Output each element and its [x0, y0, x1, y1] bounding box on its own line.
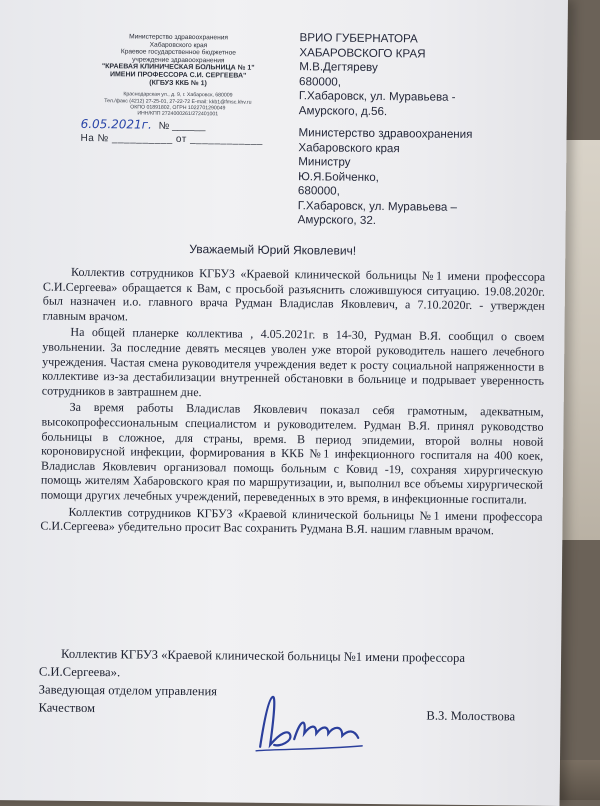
- date-line: [81, 117, 206, 132]
- letterhead-contact: Тел./факс (4212) 27-25-01, 27-22-72 E-mail: kkb1@fmsc.khv.ru: [104, 97, 252, 106]
- addressee-line: 680000,: [299, 74, 342, 89]
- letterhead-line: "КРАЕВАЯ КЛИНИЧЕСКАЯ БОЛЬНИЦА № 1": [101, 63, 255, 73]
- reference-number-line: На № __________ от ____________: [80, 132, 263, 146]
- handwritten-date: 6.05.2021г.: [80, 116, 152, 132]
- body-paragraph: Коллектив сотрудников КГБУЗ «Краевой клинической больницы №1 имени профессора С.И.Сергеева» обращается к Вам, с просьбой разъяснить сложившуюся ситуацию. 19.08.2020г. был назначен и.о. главного врача Рудман Владислав Яковлевич, а 7.10.2020г. - утвержден главным врачом.: [42, 264, 546, 324]
- letterhead-line: Краевое государственное бюджетное: [120, 48, 236, 57]
- handwritten-signature: [250, 689, 371, 760]
- body-paragraph: За время работы Владислав Яковлевич показал себя грамотным, адекватным, высокопрофессиональным специалистом и руководителем. Рудман В.Я. принял руководство больницы в сложное, для страны, время. В период эпидемии, второй волны новой короновирусной инфекции, формирования в ККБ №1 инфекционного госпиталя на 400 коек, Владислав Яковлевич организовал помощь больным с Ковид -19, сохраняя хирургическую помощь жителям Хабаровского края по маршрутизации, и, выполнил все объемы хирургической помощи других лечебных учреждений, переведенных в это время, в инфекционные госпитали.: [40, 400, 544, 507]
- signer-name: В.З. Молоствова: [426, 708, 516, 724]
- outgoing-number: № ______: [158, 120, 206, 133]
- addressee-line: Амурского, 32.: [297, 213, 377, 227]
- addressee-line: Амурского, д.56.: [298, 103, 388, 118]
- addressee-line: Хабаровского края: [298, 140, 400, 155]
- closing-collective: Коллектив КГБУЗ «Краевой клинической больницы №1 имени профессора С.И.Сергеева».: [38, 646, 466, 680]
- addressee-line: Г.Хабаровск, ул. Муравьева –: [297, 198, 458, 214]
- letterhead-contact: ОКПО 01891802, ОГРН 1022701290049: [130, 104, 226, 112]
- addressee-line: ХАБАРОВСКОГО КРАЯ: [299, 45, 426, 61]
- letterhead-line: (КГБУЗ ККБ № 1): [149, 79, 207, 87]
- letterhead-line: ИМЕНИ ПРОФЕССОРА С.И. СЕРГЕЕВА": [109, 71, 247, 80]
- body-paragraph: Коллектив сотрудников КГБУЗ «Краевой клинической больницы №1 имени профессора С.И.Сергеева» убедительно просит Вас сохранить Рудмана В.Я. нашим главным врачом.: [40, 504, 543, 538]
- addressee-ministry: [298, 126, 473, 229]
- signer-position: Качеством: [38, 700, 96, 716]
- letterhead-contact: ИНН/КПП 2724000261/272401001: [137, 110, 219, 118]
- letterhead-contact: Краснодарская ул., д. 9, г. Хабаровск, 680009: [123, 91, 233, 99]
- signer-position: Заведующая отделом управления: [38, 682, 218, 699]
- addressee-line: ВРИО ГУБЕРНАТОРА: [299, 31, 418, 46]
- body-paragraph: На общей планерке коллектива , 4.05.2021г. в 14-30, Рудман В.Я. сообщил о своем увольнении. За последние девять месяцев уволен уже второй руководитель нашего лечебного учреждения. Частая смена руководителя учреждения ведет к росту социальной напряженности в коллективе из-за дестабилизации внутренней обстановки в больнице и подрывает уверенность сотрудников в завтрашнем дне.: [41, 325, 545, 399]
- addressee-governor: [299, 31, 457, 120]
- letterhead-line: Министерство здравоохранения: [129, 33, 229, 42]
- addressee-line: М.В.Дегтяреву: [299, 60, 378, 75]
- letterhead-line: учреждение здравоохранения: [132, 56, 225, 65]
- addressee-line: Министру: [298, 155, 351, 169]
- addressee-line: Министерство здравоохранения: [298, 126, 473, 141]
- addressee-line: 680000,: [297, 184, 340, 198]
- addressee-line: Ю.Я.Бойченко,: [298, 169, 380, 184]
- letterhead-line: Хабаровского края: [149, 41, 208, 49]
- salutation: Уважаемый Юрий Яковлевич!: [189, 242, 357, 258]
- addressee-line: Г.Хабаровск, ул. Муравьева -: [298, 89, 456, 104]
- letter-body: [40, 265, 545, 541]
- letterhead: [73, 33, 284, 119]
